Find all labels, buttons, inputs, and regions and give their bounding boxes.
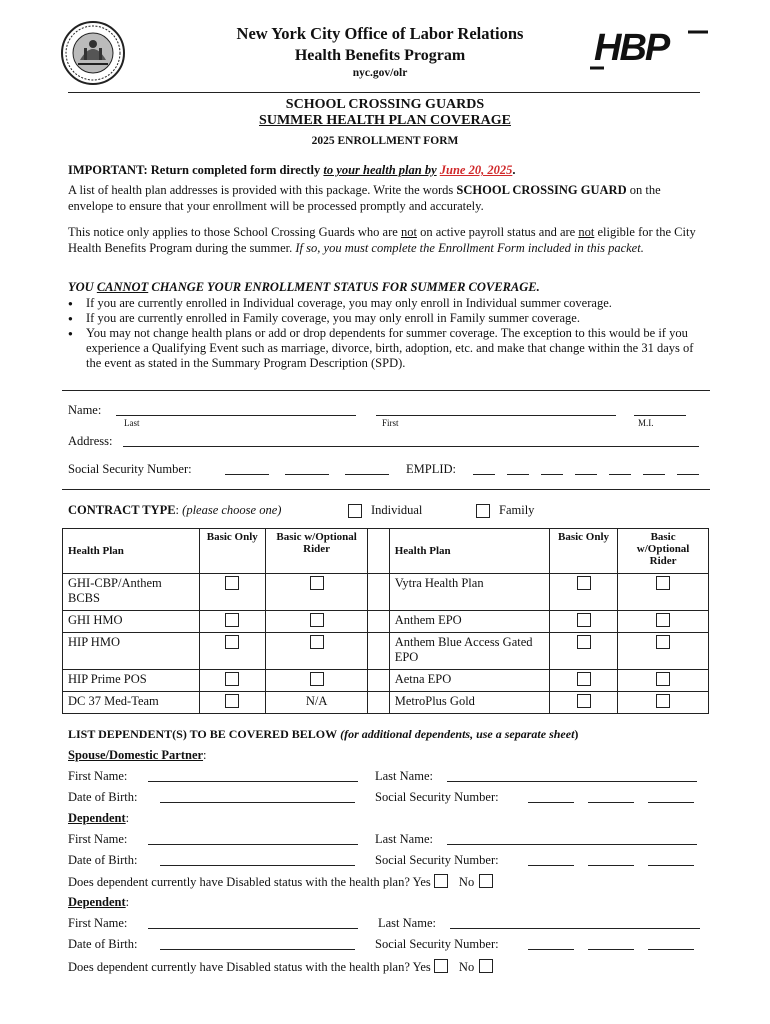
city-seal: [60, 20, 126, 86]
health-plan-table: [62, 528, 709, 714]
dependent-ssn-field-1[interactable]: [528, 853, 574, 866]
dependent-first-name-field[interactable]: [148, 832, 358, 845]
status-bullet: ● If you are currently enrolled in Family coverage, you may only enroll in Family summer coverage.: [66, 311, 708, 326]
ssn-label: Social Security Number:: [375, 937, 499, 951]
dob-label: Date of Birth:: [68, 790, 138, 804]
first-name-field[interactable]: [376, 403, 616, 416]
plan-basic-checkbox[interactable]: [225, 635, 239, 649]
p1-b: SCHOOL CROSSING GUARD: [456, 183, 627, 197]
spouse-ssn-field-2[interactable]: [588, 790, 634, 803]
table-row: [63, 692, 709, 714]
address-field[interactable]: [123, 434, 699, 447]
dependent-dob-row: [68, 853, 137, 868]
eligibility-notice: [68, 224, 708, 256]
p2-c: eligible for the City Health Benefits Program during the summer.: [68, 225, 696, 255]
family-label: Family: [499, 503, 535, 517]
spacer-cell: [368, 574, 389, 611]
website: nyc.gov/olr: [352, 67, 408, 79]
first-name-label: First Name:: [68, 832, 128, 846]
plan-name: Aetna EPO: [389, 670, 549, 692]
plan-basic-checkbox[interactable]: [577, 635, 591, 649]
ssn-label: Social Security Number:: [375, 853, 499, 867]
table-row: [63, 670, 709, 692]
title-line-3: 2025 ENROLLMENT FORM: [311, 135, 459, 147]
spouse-last-name-field[interactable]: [447, 769, 697, 782]
spouse-name-row: [68, 769, 127, 784]
status-head-c: CHANGE YOUR ENROLLMENT STATUS FOR SUMMER COVERAGE: [148, 280, 537, 294]
title-line-1: SCHOOL CROSSING GUARDS: [285, 97, 485, 112]
plan-rider-checkbox[interactable]: [310, 576, 324, 590]
plan-basic-checkbox[interactable]: [225, 613, 239, 627]
plan-name: DC 37 Med-Team: [63, 692, 200, 714]
disabled-question: Does dependent currently have Disabled status with the health plan?: [68, 875, 410, 889]
dependent-dob-field[interactable]: [160, 853, 355, 866]
col-rider-left: Basic w/Optional Rider: [265, 529, 368, 574]
dependent-dob-row: [68, 937, 137, 952]
dependent-colon: :: [125, 811, 130, 825]
emplid-digit[interactable]: [609, 462, 631, 475]
p2-not-2: not: [578, 225, 595, 239]
dependent-heading: [68, 811, 129, 826]
org-line-1: New York City Office of Labor Relations: [236, 24, 524, 43]
no-label: No: [458, 960, 475, 974]
emplid-label: EMPLID:: [406, 462, 456, 476]
dependent-label: Dependent: [68, 895, 126, 909]
spacer-cell: [368, 529, 389, 574]
p1-a: A list of health plan addresses is provided with this package. Write the words: [68, 183, 457, 197]
table-header-row: [63, 529, 709, 574]
spouse-ssn-field-1[interactable]: [528, 790, 574, 803]
mi-caption: M.I.: [638, 418, 654, 428]
first-name-label: First Name:: [68, 769, 128, 783]
yes-label: Yes: [412, 875, 431, 889]
emplid-digit[interactable]: [507, 462, 529, 475]
header-divider: [68, 92, 700, 93]
plan-basic-checkbox[interactable]: [225, 694, 239, 708]
status-heading: [68, 280, 708, 295]
dob-label: Date of Birth:: [68, 937, 138, 951]
emplid-digit[interactable]: [575, 462, 597, 475]
plan-basic-checkbox[interactable]: [225, 576, 239, 590]
status-bullet: ● You may not change health plans or add or drop dependents for summer coverage. The exception to this would be if you experience a Qualifying Event such as marriage, divorce, birth, adoption, etc. and make that change within the 31 days of the event as stated in the Summary Program Description (SPD).: [66, 326, 708, 371]
status-bullet: ● If you are currently enrolled in Individual coverage, you may only enroll in Individual summer coverage.: [66, 296, 708, 311]
dependents-head-a: LIST DEPENDENT(S) TO BE COVERED BELOW: [68, 727, 338, 741]
plan-rider-checkbox[interactable]: [310, 635, 324, 649]
individual-label: Individual: [371, 503, 423, 517]
emplid-digit[interactable]: [541, 462, 563, 475]
spouse-dob-field[interactable]: [160, 790, 355, 803]
plan-name: HIP Prime POS: [63, 670, 200, 692]
last-name-label: Last Name:: [375, 769, 433, 783]
dependent-ssn-field-2[interactable]: [588, 937, 634, 950]
dependent-label: Dependent: [68, 811, 126, 825]
p1-c: on the envelope to ensure that your enrollment will be processed promptly and accurately.: [68, 183, 661, 213]
plan-basic-checkbox[interactable]: [577, 672, 591, 686]
contract-label: CONTRACT TYPE: [68, 503, 176, 517]
hbp-logo-text: HBP: [594, 27, 669, 69]
section-divider-2: [62, 489, 710, 490]
plan-basic-checkbox[interactable]: [577, 613, 591, 627]
spacer-cell: [368, 633, 389, 670]
disabled-question-row: [68, 959, 493, 975]
spacer-cell: [368, 670, 389, 692]
envelope-instructions: [68, 182, 708, 214]
dependent-colon: :: [125, 895, 130, 909]
dependent-heading: [68, 895, 129, 910]
plan-basic-checkbox[interactable]: [577, 576, 591, 590]
dob-label: Date of Birth:: [68, 853, 138, 867]
plan-rider-checkbox[interactable]: [310, 672, 324, 686]
p2-b: on active payroll status and are: [416, 225, 579, 239]
spacer-cell: [368, 611, 389, 633]
col-plan-right: Health Plan: [389, 529, 549, 574]
deadline-date: June 20, 2025: [439, 163, 513, 177]
dependent-last-name-field[interactable]: [447, 832, 697, 845]
disabled-yes-checkbox[interactable]: [434, 959, 448, 973]
disabled-question-row: [68, 874, 493, 890]
disabled-question: Does dependent currently have Disabled status with the health plan?: [68, 960, 410, 974]
plan-name: Anthem EPO: [389, 611, 549, 633]
title-line-2: SUMMER HEALTH PLAN COVERAGE: [259, 113, 511, 128]
plan-name: GHI HMO: [63, 611, 200, 633]
name-label: Name:: [68, 403, 102, 417]
spouse-label: Spouse/Domestic Partner: [68, 748, 204, 762]
yes-label: Yes: [412, 960, 431, 974]
important-to-plan: to your health plan by: [323, 163, 437, 177]
dependent-ssn-field-2[interactable]: [588, 853, 634, 866]
emplid-digit[interactable]: [677, 462, 699, 475]
dependent-last-name-field[interactable]: [450, 916, 700, 929]
plan-basic-checkbox[interactable]: [225, 672, 239, 686]
p2-not-1: not: [400, 225, 417, 239]
plan-basic-checkbox[interactable]: [577, 694, 591, 708]
plan-name: Vytra Health Plan: [389, 574, 549, 611]
plan-name: MetroPlus Gold: [389, 692, 549, 714]
p2-d: If so, you must complete the Enrollment Form included in this packet.: [295, 241, 644, 255]
address-label: Address:: [68, 434, 113, 448]
name-row: [68, 403, 101, 418]
last-caption: Last: [124, 418, 140, 428]
table-row: [63, 574, 709, 611]
ssn-label: Social Security Number:: [375, 790, 499, 804]
dependent-name-row: [68, 916, 127, 931]
plan-rider-checkbox[interactable]: [656, 672, 670, 686]
plan-rider-checkbox[interactable]: [310, 613, 324, 627]
ssn-field-1[interactable]: [225, 462, 269, 475]
spacer-cell: [368, 692, 389, 714]
status-head-a: YOU: [68, 280, 97, 294]
disabled-no-checkbox[interactable]: [479, 874, 493, 888]
ssn-field-3[interactable]: [345, 462, 389, 475]
plan-rider-checkbox[interactable]: [656, 635, 670, 649]
status-head-d: .: [536, 280, 540, 294]
no-label: No: [458, 875, 475, 889]
spouse-first-name-field[interactable]: [148, 769, 358, 782]
spouse-dob-row: [68, 790, 137, 805]
last-name-label: Last Name:: [378, 916, 436, 930]
dependents-head-c: ): [574, 727, 579, 741]
dependent-name-row: [68, 832, 127, 847]
table-row: [63, 633, 709, 670]
plan-name: GHI-CBP/Anthem BCBS: [63, 574, 200, 611]
spouse-heading: [68, 748, 207, 763]
address-row: [68, 434, 112, 449]
important-notice: [68, 163, 708, 178]
status-head-cannot: CANNOT: [96, 280, 149, 294]
ssn-label: Social Security Number:: [68, 462, 192, 476]
emplid-digit[interactable]: [643, 462, 665, 475]
col-rider-right: Basic w/Optional Rider: [618, 529, 709, 574]
table-row: [63, 611, 709, 633]
dependent-first-name-field[interactable]: [148, 916, 358, 929]
ssn-row: [68, 462, 192, 477]
first-caption: First: [382, 418, 399, 428]
dependent-dob-field[interactable]: [160, 937, 355, 950]
p2-a: This notice only applies to those School Crossing Guards who are: [68, 225, 401, 239]
first-name-label: First Name:: [68, 916, 128, 930]
plan-name: HIP HMO: [63, 633, 200, 670]
last-name-label: Last Name:: [375, 832, 433, 846]
not-applicable: N/A: [265, 692, 368, 714]
important-period: .: [512, 163, 516, 177]
plan-rider-checkbox[interactable]: [656, 694, 670, 708]
contract-hint: (please choose one): [182, 503, 282, 517]
important-label: IMPORTANT: Return completed form directly: [68, 163, 324, 177]
dependent-ssn-field-1[interactable]: [528, 937, 574, 950]
dependents-heading: [68, 727, 578, 742]
status-bullets: [66, 296, 708, 371]
mi-field[interactable]: [634, 403, 686, 416]
family-checkbox[interactable]: [476, 504, 490, 518]
section-divider-1: [62, 390, 710, 391]
col-basic-left: Basic Only: [199, 529, 265, 574]
last-name-field[interactable]: [116, 403, 356, 416]
spouse-colon: :: [203, 748, 207, 762]
dependent-ssn-field-3[interactable]: [648, 937, 694, 950]
plan-rider-checkbox[interactable]: [656, 576, 670, 590]
plan-name: Anthem Blue Access Gated EPO: [389, 633, 549, 670]
contract-row: CONTRACT TYPE: (please choose one): [68, 503, 282, 517]
disabled-no-checkbox[interactable]: [479, 959, 493, 973]
emplid-digit[interactable]: [473, 462, 495, 475]
dependents-head-b: (for additional dependents, use a separate sheet: [340, 727, 575, 741]
individual-checkbox[interactable]: [348, 504, 362, 518]
hbp-logo: [588, 28, 710, 72]
col-plan-left: Health Plan: [63, 529, 200, 574]
org-line-2: Health Benefits Program: [294, 47, 466, 64]
dependent-ssn-field-3[interactable]: [648, 853, 694, 866]
col-basic-right: Basic Only: [549, 529, 617, 574]
plan-rider-checkbox[interactable]: [656, 613, 670, 627]
ssn-field-2[interactable]: [285, 462, 329, 475]
disabled-yes-checkbox[interactable]: [434, 874, 448, 888]
spouse-ssn-field-3[interactable]: [648, 790, 694, 803]
